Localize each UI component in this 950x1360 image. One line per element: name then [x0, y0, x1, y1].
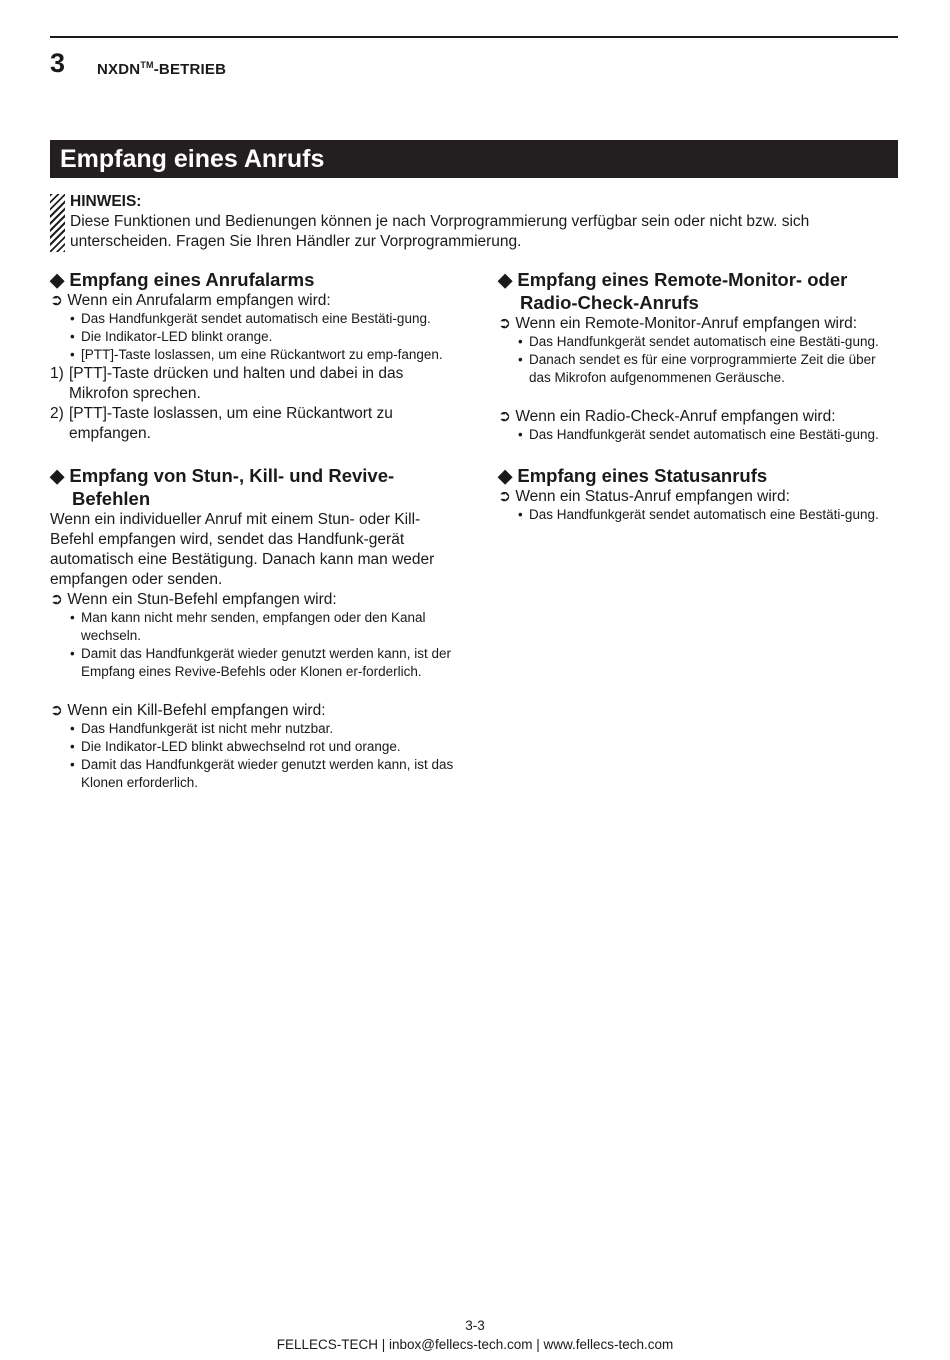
list-item: • Die Indikator-LED blinkt orange. — [70, 328, 455, 346]
step-list — [50, 364, 455, 444]
bullet-list — [50, 310, 455, 364]
note-text: Diese Funktionen und Bedienungen können je nach Vorprogrammierung verfügbar sein oder nicht bzw. sich unterscheiden. Fragen Sie Ihren Händler zur Vorprogrammierung. — [70, 213, 810, 250]
arrow-icon: ➲ — [498, 408, 511, 425]
diamond-icon: ◆ — [50, 465, 65, 486]
section-stun-kill-revive — [50, 464, 455, 792]
diamond-icon: ◆ — [498, 465, 513, 486]
left-column — [50, 268, 455, 804]
section-heading: ◆ Empfang eines Statusanrufs — [498, 465, 768, 486]
arrow-icon: ➲ — [50, 591, 63, 608]
arrow-icon: ➲ — [498, 315, 511, 332]
condition-line: ➲ Wenn ein Stun-Befehl empfangen wird: — [50, 591, 337, 608]
section-heading: ◆ Empfang eines Anrufalarms — [50, 269, 315, 290]
footer-contact: FELLECS-TECH | inbox@fellecs-tech.com | www.fellecs-tech.com — [276, 1337, 674, 1352]
section-banner: Empfang eines Anrufs — [50, 140, 898, 178]
section-heading: ◆ Empfang von Stun-, Kill- und Revive-Befehlen — [50, 465, 395, 509]
section-heading: ◆ Empfang eines Remote-Monitor- oder Radio-Check-Anrufs — [498, 269, 848, 313]
chapter-title: NXDN™-BETRIEB — [97, 60, 227, 78]
bullet-list — [498, 426, 898, 444]
list-item: • Das Handfunkgerät sendet automatisch eine Bestäti-gung. — [518, 506, 898, 524]
note-heading: HINWEIS: — [70, 193, 142, 210]
list-item: • [PTT]-Taste loslassen, um eine Rückantwort zu emp-fangen. — [70, 346, 455, 364]
section-remote-monitor — [498, 268, 898, 444]
step-item: 2) [PTT]-Taste loslassen, um eine Rückantwort zu empfangen. — [50, 405, 393, 442]
condition-line: ➲ Wenn ein Remote-Monitor-Anruf empfangen wird: — [498, 315, 858, 332]
list-item: • Die Indikator-LED blinkt abwechselnd rot und orange. — [70, 738, 455, 756]
arrow-icon: ➲ — [50, 292, 63, 309]
condition-line: ➲ Wenn ein Kill-Befehl empfangen wird: — [50, 702, 326, 719]
diamond-icon: ◆ — [498, 269, 513, 290]
arrow-icon: ➲ — [50, 702, 63, 719]
bullet-list — [50, 609, 455, 681]
list-item: • Man kann nicht mehr senden, empfangen oder den Kanal wechseln. — [70, 609, 455, 645]
hatched-note-icon — [50, 194, 65, 252]
list-item: • Das Handfunkgerät sendet automatisch eine Bestäti-gung. — [70, 310, 455, 328]
top-rule — [50, 36, 898, 38]
list-item: • Das Handfunkgerät sendet automatisch eine Bestäti-gung. — [518, 333, 898, 351]
section-intro: Wenn ein individueller Anruf mit einem Stun- oder Kill-Befehl empfangen wird, sendet das Handfunk-gerät automatisch eine Bestätigung. Danach kann man weder empfangen oder senden. — [50, 511, 435, 588]
list-item: • Danach sendet es für eine vorprogrammierte Zeit die über das Mikrofon aufgenommenen Geräusche. — [518, 351, 898, 387]
bullet-list — [498, 506, 898, 524]
condition-line: ➲ Wenn ein Anrufalarm empfangen wird: — [50, 292, 331, 309]
list-item: • Damit das Handfunkgerät wieder genutzt werden kann, ist der Empfang eines Revive-Befehls oder Klonen er-forderlich. — [70, 645, 455, 681]
bullet-list — [50, 720, 455, 792]
page-number: 3-3 — [465, 1318, 485, 1333]
step-item: 1) [PTT]-Taste drücken und halten und dabei in das Mikrofon sprechen. — [50, 365, 404, 402]
right-column — [498, 268, 898, 536]
list-item: • Das Handfunkgerät sendet automatisch eine Bestäti-gung. — [518, 426, 898, 444]
section-call-alarm — [50, 268, 455, 444]
arrow-icon: ➲ — [498, 488, 511, 505]
diamond-icon: ◆ — [50, 269, 65, 290]
note-box — [50, 192, 898, 252]
condition-line: ➲ Wenn ein Status-Anruf empfangen wird: — [498, 488, 790, 505]
chapter-number: 3 — [50, 48, 66, 78]
list-item: • Damit das Handfunkgerät wieder genutzt werden kann, ist das Klonen erforderlich. — [70, 756, 455, 792]
trademark-mark: TM — [140, 60, 154, 70]
list-item: • Das Handfunkgerät ist nicht mehr nutzbar. — [70, 720, 455, 738]
bullet-list — [498, 333, 898, 387]
section-status-call — [498, 464, 898, 524]
condition-line: ➲ Wenn ein Radio-Check-Anruf empfangen wird: — [498, 408, 836, 425]
